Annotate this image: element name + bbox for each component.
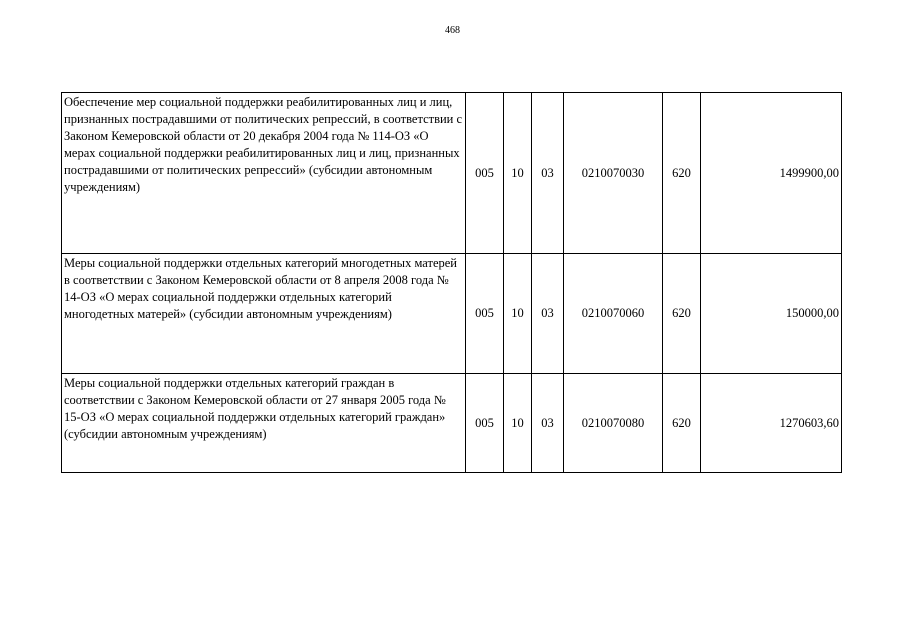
page-number: 468: [445, 25, 460, 36]
row-subsection-code: 03: [532, 374, 564, 473]
row-expense-type-code: 620: [663, 374, 701, 473]
table-row: [62, 93, 842, 254]
row-target-article-code: 0210070060: [564, 254, 663, 374]
row-ministry-code: 005: [466, 254, 504, 374]
row-description: Обеспечение мер социальной поддержки реабилитированных лиц и лиц, признанных пострадавшими от политических репрессий, в соответствии с Законом Кемеровской области от 20 декабря 2004 года № 114-ОЗ «О мерах социальной поддержки реабилитированных лиц и лиц, признанных пострадавшими от политических репрессий» (субсидии автономным учреждениям): [62, 93, 466, 254]
row-subsection-code: 03: [532, 93, 564, 254]
row-ministry-code: 005: [466, 93, 504, 254]
row-target-article-code: 0210070030: [564, 93, 663, 254]
table-row: [62, 254, 842, 374]
row-ministry-code: 005: [466, 374, 504, 473]
row-amount: 150000,00: [701, 254, 842, 374]
row-expense-type-code: 620: [663, 93, 701, 254]
row-section-code: 10: [504, 254, 532, 374]
table-row: [62, 374, 842, 473]
row-amount: 1499900,00: [701, 93, 842, 254]
row-subsection-code: 03: [532, 254, 564, 374]
budget-table: [61, 92, 842, 473]
row-target-article-code: 0210070080: [564, 374, 663, 473]
row-section-code: 10: [504, 93, 532, 254]
row-description: Меры социальной поддержки отдельных категорий многодетных матерей в соответствии с Законом Кемеровской области от 8 апреля 2008 года № 14-ОЗ «О мерах социальной поддержки отдельных категорий многодетных матерей» (субсидии автономным учреждениям): [62, 254, 466, 374]
row-expense-type-code: 620: [663, 254, 701, 374]
row-section-code: 10: [504, 374, 532, 473]
row-description: Меры социальной поддержки отдельных категорий граждан в соответствии с Законом Кемеровской области от 27 января 2005 года № 15-ОЗ «О мерах социальной поддержки отдельных категорий граждан» (субсидии автономным учреждениям): [62, 374, 466, 473]
row-amount: 1270603,60: [701, 374, 842, 473]
